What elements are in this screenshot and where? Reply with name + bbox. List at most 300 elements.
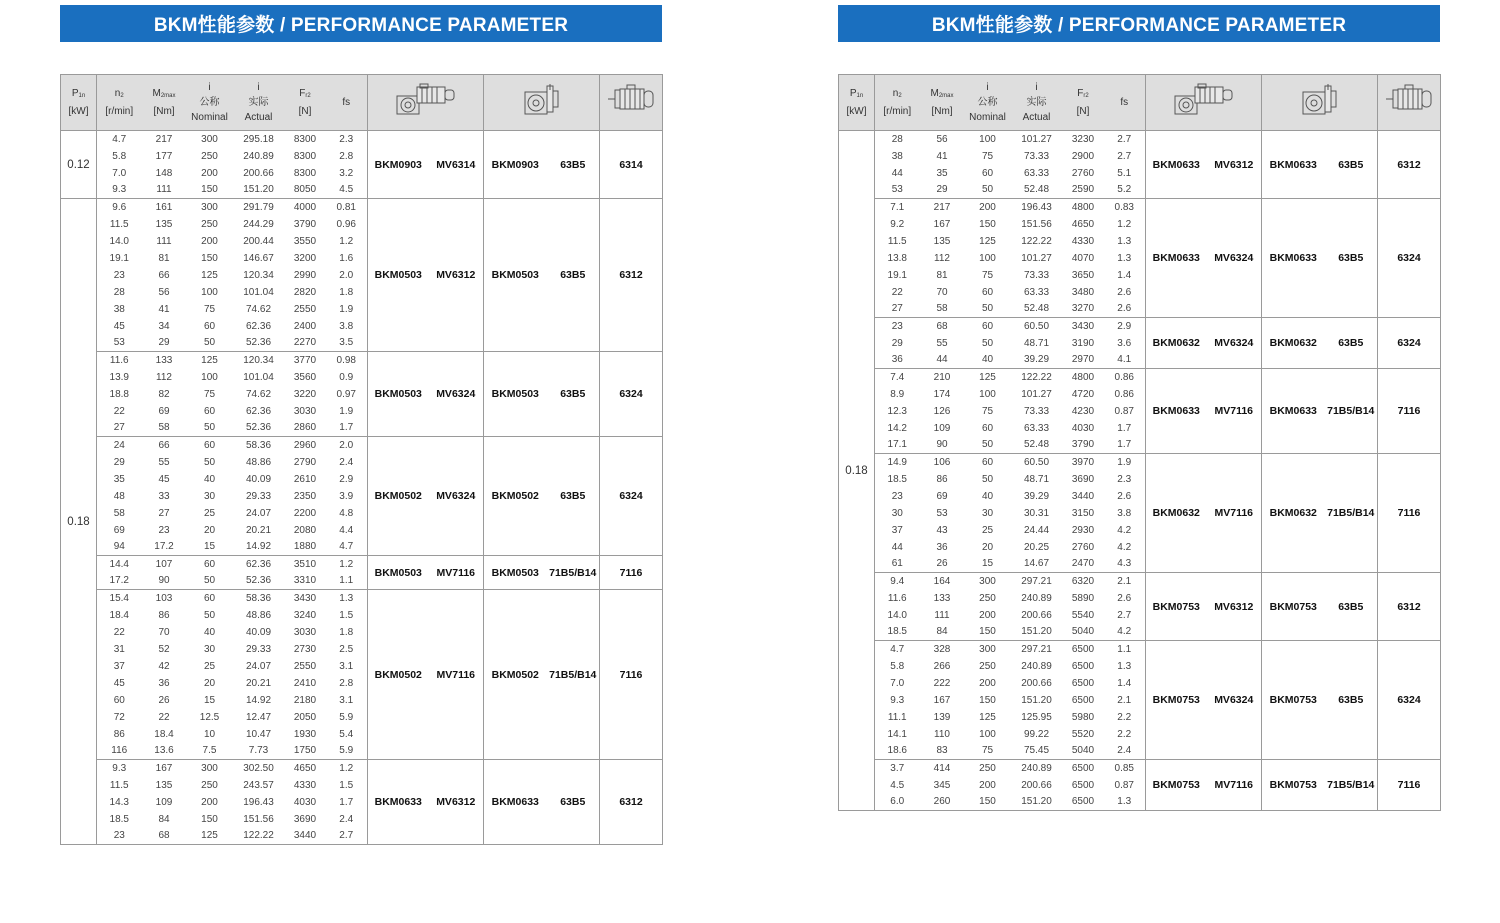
table-cell: 23 <box>875 318 920 335</box>
table-cell: 3770 <box>285 352 326 369</box>
table-cell: 1.7 <box>326 420 368 437</box>
table-cell: 75 <box>981 269 994 281</box>
table-cell: 1.2 <box>326 556 368 573</box>
column-header <box>1063 75 1104 131</box>
table-cell: 1.9 <box>326 403 368 420</box>
table-cell: 48.86 <box>245 609 272 621</box>
table-cell: 120.34 <box>233 352 285 369</box>
table-cell: 111 <box>934 609 950 621</box>
table-cell: 60 <box>187 437 233 454</box>
table-cell: 37 <box>113 660 125 672</box>
column-header <box>233 75 285 131</box>
table-cell: 200 <box>201 167 218 179</box>
table-cell: 250 <box>979 592 996 604</box>
table-cell: 23 <box>113 269 125 281</box>
table-cell: 4800 <box>1063 199 1104 216</box>
table-cell: 3.1 <box>326 692 368 709</box>
model-cell: BKM0633 <box>1146 369 1207 454</box>
motor-code-cell: 7116 <box>1378 369 1441 454</box>
table-cell: 150 <box>979 626 996 638</box>
table-cell: 11.6 <box>97 352 142 369</box>
table-cell: 125 <box>979 711 996 723</box>
table-row <box>839 573 1441 590</box>
table-cell: 25 <box>203 507 216 519</box>
table-cell: 135 <box>155 218 173 230</box>
model-cell-2: BKM0633 <box>1262 199 1325 318</box>
gear-reducer-icon <box>522 82 562 123</box>
table-cell: 2.6 <box>1104 488 1146 505</box>
table-cell: 18.6 <box>887 745 907 757</box>
motor-model-cell: MV6324 <box>1207 199 1262 318</box>
table-cell: 60 <box>187 590 233 607</box>
table-cell: 126 <box>933 405 951 417</box>
motor-model-cell: MV6312 <box>429 760 484 845</box>
flange-cell: 71B5/B14 <box>1325 760 1378 811</box>
table-cell: 4070 <box>1071 252 1095 264</box>
table-cell: 73.33 <box>1023 269 1050 281</box>
table-cell: 3270 <box>1071 303 1095 315</box>
table-cell: 3220 <box>293 388 317 400</box>
table-cell: 3200 <box>293 252 317 264</box>
column-header <box>97 75 142 131</box>
electric-motor-icon <box>1385 82 1433 123</box>
table-cell: 70 <box>158 626 170 638</box>
table-cell: 200 <box>979 779 996 791</box>
table-cell: 120.34 <box>243 269 274 281</box>
table-cell: 48.71 <box>1023 473 1050 485</box>
table-cell: 7.5 <box>202 745 217 757</box>
table-cell: 1.1 <box>1104 641 1146 658</box>
table-cell: 8300 <box>293 133 317 145</box>
table-cell: 7.4 <box>875 369 920 386</box>
table-cell: 81 <box>936 269 948 281</box>
table-cell: 75 <box>203 388 216 400</box>
electric-motor-icon <box>607 82 655 123</box>
table-cell: 9.4 <box>875 573 920 590</box>
table-cell: 4800 <box>1063 369 1104 386</box>
table-cell: 240.89 <box>1011 760 1063 777</box>
table-cell: 2470 <box>1071 558 1095 570</box>
table-row <box>839 369 1441 386</box>
table-cell: 63.33 <box>1023 167 1050 179</box>
table-cell: 26 <box>158 694 170 706</box>
table-row <box>61 437 663 454</box>
table-cell: 42 <box>158 660 170 672</box>
table-cell: 3790 <box>1071 439 1095 451</box>
header-text: Actual <box>244 112 273 123</box>
table-cell: 15 <box>203 541 216 553</box>
table-cell: 167 <box>933 218 951 230</box>
model-cell: BKM0503 <box>368 556 429 590</box>
model-cell-2: BKM0503 <box>484 199 547 352</box>
column-header <box>326 75 368 131</box>
table-cell: 70 <box>936 286 948 298</box>
table-cell: 4330 <box>1071 235 1095 247</box>
table-cell: 2760 <box>1071 167 1095 179</box>
table-cell: 3430 <box>1063 318 1104 335</box>
table-cell: 0.86 <box>1104 369 1146 386</box>
table-cell: 3230 <box>1071 133 1095 145</box>
table-cell: 60 <box>965 454 1011 471</box>
model-cell-2: BKM0633 <box>484 760 547 845</box>
table-cell: 52.36 <box>245 422 272 434</box>
table-cell: 1.8 <box>326 284 368 301</box>
table-cell: 0.9 <box>326 369 368 386</box>
header-text: i <box>1035 82 1038 93</box>
table-cell: 52.36 <box>245 575 272 587</box>
table-cell: 1.4 <box>1104 675 1146 692</box>
table-cell: 84 <box>158 813 170 825</box>
table-cell: 36 <box>891 354 903 366</box>
table-cell: 14.4 <box>97 556 142 573</box>
header-text: [kW] <box>68 106 89 117</box>
table-cell: 58 <box>936 303 948 315</box>
table-cell: 50 <box>203 609 216 621</box>
table-cell: 2.4 <box>326 454 368 471</box>
table-cell: 4.8 <box>326 505 368 522</box>
table-cell: 3310 <box>293 575 317 587</box>
table-cell: 2.6 <box>1104 590 1146 607</box>
table-cell: 3.8 <box>1104 505 1146 522</box>
header-subscript: 1n <box>78 93 86 99</box>
table-cell: 25 <box>981 524 994 536</box>
table-cell: 36 <box>158 677 170 689</box>
table-cell: 4.7 <box>875 641 920 658</box>
table-cell: 260 <box>933 796 951 808</box>
electric-motor-image <box>600 75 663 131</box>
table-cell: 100 <box>979 252 996 264</box>
table-cell: 244.29 <box>243 218 274 230</box>
column-header <box>1011 75 1063 131</box>
flange-cell: 63B5 <box>547 131 600 199</box>
table-cell: 112 <box>934 252 950 264</box>
table-cell: 2400 <box>293 320 317 332</box>
header-text: 公称 <box>199 97 220 108</box>
model-cell-2: BKM0633 <box>1269 158 1317 171</box>
table-cell: 9.3 <box>112 184 127 196</box>
table-cell: 60 <box>965 318 1011 335</box>
table-cell: 8.9 <box>890 388 905 400</box>
header-row <box>839 75 1441 131</box>
table-cell: 1.8 <box>326 624 368 641</box>
model-cell: BKM0633 <box>1146 199 1207 318</box>
table-cell: 7.0 <box>112 167 127 179</box>
table-cell: 2050 <box>293 711 317 723</box>
table-cell: 29 <box>891 337 903 349</box>
header-text: n <box>114 88 121 99</box>
header-text: [r/min] <box>883 106 912 117</box>
table-cell: 69 <box>158 405 170 417</box>
table-cell: 38 <box>891 150 903 162</box>
header-text: [kW] <box>846 106 867 117</box>
table-cell: 40.09 <box>245 626 272 638</box>
table-row <box>839 454 1441 471</box>
table-cell: 15.4 <box>97 590 142 607</box>
column-header <box>839 75 875 131</box>
table-cell: 60.50 <box>1011 454 1063 471</box>
table-cell: 29.33 <box>245 643 272 655</box>
table-cell: 0.81 <box>326 199 368 216</box>
table-cell: 4.3 <box>1104 556 1146 573</box>
table-cell: 68 <box>158 830 170 842</box>
table-cell: 40 <box>203 473 216 485</box>
table-cell: 50 <box>203 337 216 349</box>
table-cell: 200.66 <box>1021 779 1052 791</box>
table-cell: 161 <box>142 199 187 216</box>
table-cell: 56 <box>936 133 948 145</box>
model-cell: BKM0753 <box>1146 760 1207 811</box>
table-cell: 2590 <box>1071 184 1095 196</box>
table-cell: 2760 <box>1071 541 1095 553</box>
table-cell: 7.0 <box>890 677 905 689</box>
table-cell: 18.4 <box>109 609 129 621</box>
table-cell: 2.8 <box>326 675 368 692</box>
table-cell: 1.3 <box>1104 658 1146 675</box>
table-cell: 24.44 <box>1023 524 1050 536</box>
header-subscript: 1n <box>856 93 864 99</box>
table-cell: 11.5 <box>887 235 907 247</box>
table-cell: 72 <box>113 711 125 723</box>
table-cell: 2730 <box>293 643 317 655</box>
table-cell: 52.36 <box>245 337 272 349</box>
table-cell: 86 <box>936 473 948 485</box>
model-cell: BKM0753 <box>1146 573 1207 641</box>
table-cell: 45 <box>113 677 125 689</box>
header-text: [Nm] <box>153 106 175 117</box>
table-cell: 58.36 <box>233 590 285 607</box>
model-cell: BKM0903 <box>368 131 429 199</box>
table-cell: 100 <box>979 728 996 740</box>
table-cell: 3650 <box>1071 269 1095 281</box>
table-cell: 44 <box>936 354 948 366</box>
table-cell: 22 <box>158 711 170 723</box>
table-cell: 3970 <box>1063 454 1104 471</box>
model-cell: BKM0632 <box>1146 318 1207 369</box>
table-cell: 122.22 <box>1021 235 1052 247</box>
table-cell: 135 <box>155 779 173 791</box>
table-cell: 1.9 <box>326 301 368 318</box>
table-cell: 2990 <box>293 269 317 281</box>
table-cell: 5.9 <box>326 743 368 760</box>
table-cell: 2080 <box>293 524 317 536</box>
table-cell: 5890 <box>1071 592 1095 604</box>
model-cell-2: BKM0753 <box>1262 641 1325 760</box>
header-text: [r/min] <box>105 106 134 117</box>
table-cell: 75 <box>981 405 994 417</box>
table-cell: 22 <box>891 286 903 298</box>
table-cell: 2.4 <box>326 811 368 828</box>
table-cell: 69 <box>936 490 948 502</box>
table-cell: 15 <box>981 558 994 570</box>
table-cell: 14.1 <box>887 728 907 740</box>
table-cell: 4.5 <box>326 182 368 199</box>
table-cell: 3190 <box>1071 337 1095 349</box>
table-cell: 14.2 <box>887 422 907 434</box>
table-cell: 29 <box>113 456 125 468</box>
header-text: i <box>257 82 260 93</box>
table-cell: 2.8 <box>326 148 368 165</box>
motor-code-cell: 6324 <box>600 437 663 556</box>
table-cell: 3.7 <box>875 760 920 777</box>
table-cell: 5.4 <box>326 726 368 743</box>
table-cell: 2.1 <box>1104 573 1146 590</box>
table-cell: 50 <box>981 184 994 196</box>
table-cell: 14.0 <box>109 235 129 247</box>
table-cell: 23 <box>113 830 125 842</box>
table-cell: 60.50 <box>1011 318 1063 335</box>
table-cell: 75 <box>981 745 994 757</box>
header-text: F <box>1077 88 1084 99</box>
table-cell: 2270 <box>293 337 317 349</box>
table-cell: 125 <box>201 269 218 281</box>
table-cell: 44 <box>891 541 903 553</box>
table-cell: 4030 <box>1071 422 1095 434</box>
table-cell: 5.2 <box>1104 182 1146 199</box>
table-cell: 29 <box>158 337 170 349</box>
table-cell: 150 <box>979 218 996 230</box>
table-cell: 20 <box>203 677 216 689</box>
table-cell: 20 <box>981 541 994 553</box>
gear-motor-icon <box>1173 82 1235 123</box>
model-cell-2: BKM0503 <box>484 352 547 437</box>
model-cell: BKM0502 <box>368 437 429 556</box>
table-cell: 26 <box>936 558 948 570</box>
table-cell: 2610 <box>293 473 317 485</box>
table-cell: 200 <box>201 235 218 247</box>
table-cell: 125 <box>979 235 996 247</box>
table-cell: 17.2 <box>109 575 129 587</box>
motor-code-cell: 6324 <box>1378 641 1441 760</box>
table-cell: 39.29 <box>1023 490 1050 502</box>
gear-reducer-icon <box>1300 82 1340 123</box>
motor-code-cell: 6312 <box>600 760 663 845</box>
motor-code-cell: 7116 <box>600 556 663 590</box>
table-cell: 8050 <box>293 184 317 196</box>
table-cell: 4.7 <box>112 133 127 145</box>
table-cell: 297.21 <box>1011 641 1063 658</box>
flange-cell: 63B5 <box>547 437 600 556</box>
table-cell: 210 <box>920 369 965 386</box>
table-cell: 150 <box>201 813 218 825</box>
motor-model-cell: MV6324 <box>1207 641 1262 760</box>
header-text: M <box>930 88 939 99</box>
table-cell: 150 <box>979 796 996 808</box>
table-cell: 20 <box>203 524 216 536</box>
table-cell: 60 <box>981 167 994 179</box>
table-cell: 125 <box>187 352 233 369</box>
table-cell: 1.2 <box>326 760 368 777</box>
table-cell: 5980 <box>1071 711 1095 723</box>
table-cell: 39.29 <box>1023 354 1050 366</box>
table-cell: 2.4 <box>1104 743 1146 760</box>
table-cell: 2.2 <box>1104 709 1146 726</box>
table-cell: 3030 <box>293 405 317 417</box>
table-cell: 30 <box>891 507 903 519</box>
table-cell: 122.22 <box>243 830 274 842</box>
table-cell: 297.21 <box>1011 573 1063 590</box>
table-cell: 167 <box>933 694 951 706</box>
table-cell: 200 <box>979 609 996 621</box>
model-cell-2: BKM0502 <box>484 437 547 556</box>
table-cell: 50 <box>203 575 216 587</box>
table-cell: 50 <box>981 337 994 349</box>
table-cell: 81 <box>158 252 170 264</box>
table-cell: 18.4 <box>154 728 174 740</box>
table-cell: 6500 <box>1063 641 1104 658</box>
table-cell: 1.9 <box>1104 454 1146 471</box>
table-cell: 2.5 <box>326 641 368 658</box>
flange-cell: 63B5 <box>1325 131 1378 199</box>
table-cell: 7.73 <box>248 745 269 757</box>
column-header <box>142 75 187 131</box>
table-cell: 9.6 <box>97 199 142 216</box>
table-cell: 3790 <box>293 218 317 230</box>
table-cell: 5.9 <box>326 709 368 726</box>
table-cell: 100 <box>201 286 218 298</box>
table-cell: 4.1 <box>1104 352 1146 369</box>
table-cell: 4650 <box>1071 218 1095 230</box>
table-cell: 240.89 <box>243 150 274 162</box>
table-cell: 50 <box>981 439 994 451</box>
table-cell: 3440 <box>1071 490 1095 502</box>
table-cell: 3690 <box>293 813 317 825</box>
table-cell: 45 <box>113 320 125 332</box>
header-text: n <box>892 88 899 99</box>
table-cell: 125 <box>201 830 218 842</box>
table-cell: 0.85 <box>1104 760 1146 777</box>
table-cell: 240.89 <box>1021 592 1052 604</box>
table-cell: 2.0 <box>326 267 368 284</box>
table-cell: 73.33 <box>1023 405 1050 417</box>
table-cell: 2900 <box>1071 150 1095 162</box>
table-cell: 133 <box>142 352 187 369</box>
header-text: 实际 <box>1026 97 1047 108</box>
table-cell: 55 <box>158 456 170 468</box>
table-cell: 25 <box>203 660 216 672</box>
table-cell: 109 <box>933 422 951 434</box>
table-cell: 3.1 <box>326 658 368 675</box>
table-cell: 61 <box>891 558 903 570</box>
table-cell: 56 <box>158 286 170 298</box>
table-cell: 200 <box>965 199 1011 216</box>
table-cell: 200.66 <box>243 167 274 179</box>
flange-cell: 63B5 <box>547 352 600 437</box>
table-cell: 50 <box>981 303 994 315</box>
power-cell: 0.12 <box>61 131 97 199</box>
table-cell: 4720 <box>1071 388 1095 400</box>
table-cell: 101.27 <box>1021 388 1052 400</box>
table-cell: 45 <box>158 473 170 485</box>
model-cell-2: BKM0632 <box>1262 318 1325 369</box>
table-cell: 291.79 <box>233 199 285 216</box>
table-cell: 74.62 <box>245 303 272 315</box>
model-cell-2: BKM0753 <box>1262 760 1325 811</box>
table-cell: 18.5 <box>887 626 907 638</box>
header-text: 实际 <box>248 97 269 108</box>
table-row <box>61 131 663 148</box>
motor-code-cell: 7116 <box>1378 454 1441 573</box>
table-cell: 35 <box>936 167 948 179</box>
table-cell: 83 <box>936 745 948 757</box>
table-cell: 69 <box>113 524 125 536</box>
table-cell: 35 <box>113 473 125 485</box>
table-cell: 18.5 <box>887 473 907 485</box>
table-cell: 33 <box>158 490 170 502</box>
header-subscript: r2 <box>305 93 311 99</box>
table-cell: 4230 <box>1071 405 1095 417</box>
table-cell: 4.2 <box>1104 522 1146 539</box>
table-cell: 122.22 <box>1011 369 1063 386</box>
